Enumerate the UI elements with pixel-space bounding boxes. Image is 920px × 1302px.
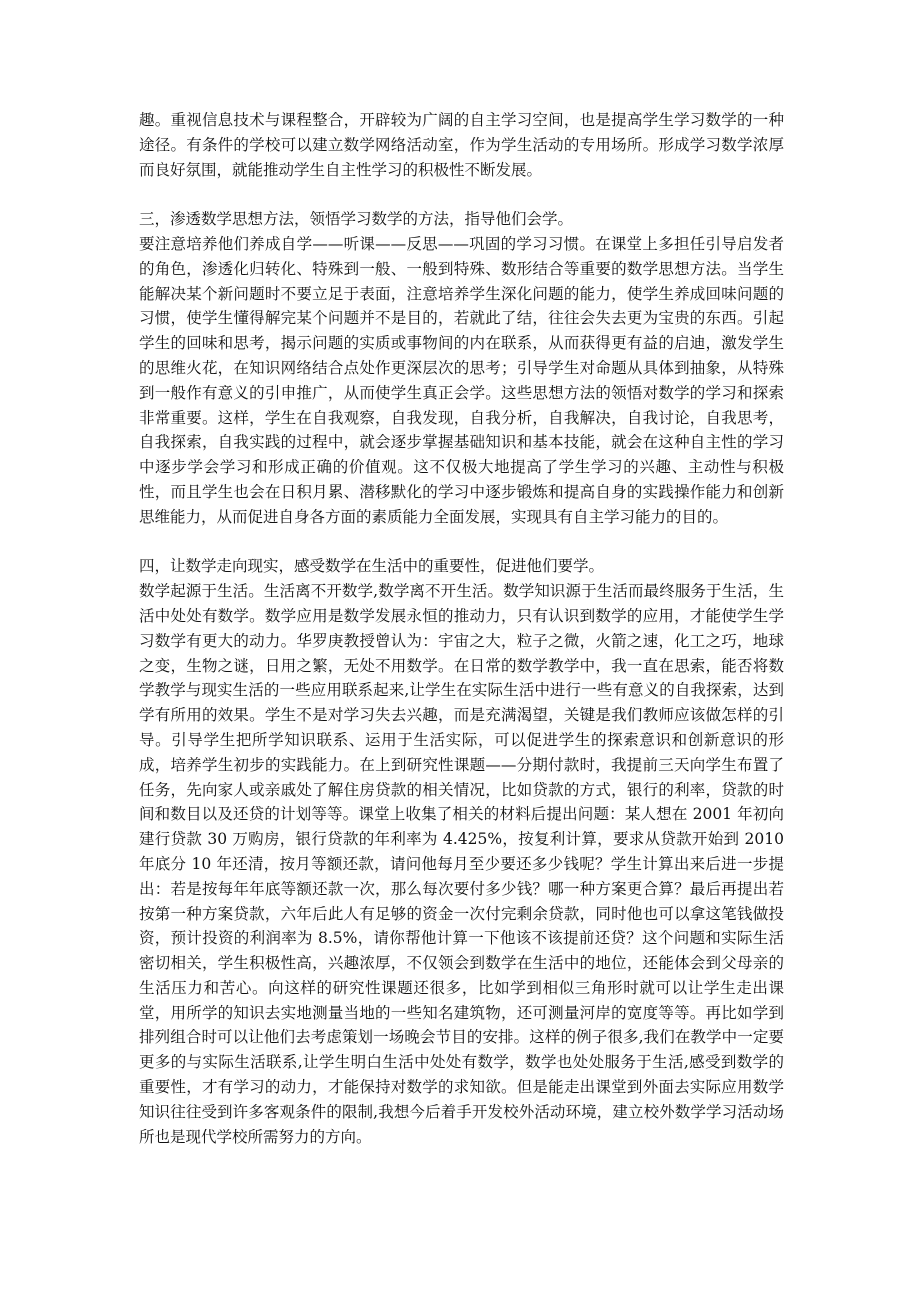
paragraph-spacer xyxy=(139,530,784,555)
section-4-body: 数学起源于生活。生活离不开数学,数学离不开生活。数学知识源于生活而最终服务于生活，生活中处处有数学。数学应用是数学发展永恒的推动力，只有认识到数学的应用，才能使学生学习数学有更大的动力。华罗庚教授曾认为：宇宙之大，粒子之微，火箭之速，化工之巧，地球之变，生物之谜，日用之繁，无处不用数学。在日常的数学教学中，我一直在思索，能否将数学教学与现实生活的一些应用联系起来,让学生在实际生活中进行一些有意义的自我探索，达到学有所用的效果。学生不是对学习失去兴趣，而是充满渴望，关键是我们教师应该做怎样的引导。引导学生把所学知识联系、运用于生活实际，可以促进学生的探索意识和创新意识的形成，培养学生初步的实践能力。在上到研究性课题——分期付款时，我提前三天向学生布置了任务，先向家人或亲戚处了解住房贷款的相关情况，比如贷款的方式，银行的利率，贷款的时间和数目以及还贷的计划等等。课堂上收集了相关的材料后提出问题：某人想在 2001 年初向建行贷款 30 万购房，银行贷款的年利率为 4.425%，按复利计算，要求从贷款开始到 2010 年底分 10 年还清，按月等额还款，请问他每月至少要还多少钱呢？学生计算出来后进一步提出：若是按每年年底等额还款一次，那么每次要付多少钱？哪一种方案更合算？最后再提出若按第一种方案贷款，六年后此人有足够的资金一次付完剩余贷款，同时他也可以拿这笔钱做投资，预计投资的利润率为 8.5%，请你帮他计算一下他该不该提前还贷？这个问题和实际生活密切相关，学生积极性高，兴趣浓厚，不仅领会到数学在生活中的地位，还能体会到父母亲的生活压力和苦心。向这样的研究性课题还很多，比如学到相似三角形时就可以让学生走出课堂，用所学的知识去实地测量当地的一些知名建筑物，还可测量河岸的宽度等等。再比如学到排列组合时可以让他们去考虑策划一场晚会节目的安排。这样的例子很多,我们在教学中一定要更多的与实际生活联系,让学生明白生活中处处有数学，数学也处处服务于生活,感受到数学的重要性，才有学习的动力，才能保持对数学的求知欲。但是能走出课堂到外面去实际应用数学知识往往受到许多客观条件的限制,我想今后着手开发校外活动环境，建立校外数学学习活动场所也是现代学校所需努力的方向。 xyxy=(139,582,784,1146)
document-page xyxy=(139,108,784,1149)
section-3-heading: 三，渗透数学思想方法，领悟学习数学的方法，指导他们会学。 xyxy=(139,210,574,229)
section-3-body: 要注意培养他们养成自学——听课——反思——巩固的学习习惯。在课堂上多担任引导启发者的角色，渗透化归转化、特殊到一般、一般到特殊、数形结合等重要的数学思想方法。当学生能解决某个新问题时不要立足于表面，注意培养学生深化问题的能力，使学生养成回味问题的习惯，使学生懂得解完某个问题并不是目的，若就此了结，往往会失去更为宝贵的东西。引起学生的回味和思考，揭示问题的实质或事物间的内在联系，从而获得更有益的启迪，激发学生的思维火花，在知识网络结合点处作更深层次的思考；引导学生对命题从具体到抽象，从特殊到一般作有意义的引申推广，从而使学生真正会学。这些思想方法的领悟对数学的学习和探索非常重要。这样，学生在自我观察，自我发现，自我分析，自我解决，自我讨论，自我思考，自我探索，自我实践的过程中，就会逐步掌握基础知识和基本技能，就会在这种自主性的学习中逐步学会学习和形成正确的价值观。这不仅极大地提高了学生学习的兴趣、主动性与积极性，而且学生也会在日积月累、潜移默化的学习中逐步锻炼和提高自身的实践操作能力和创新思维能力，从而促进自身各方面的素质能力全面发展，实现具有自主学习能力的目的。 xyxy=(139,234,784,526)
intro-paragraph: 趣。重视信息技术与课程整合，开辟较为广阔的自主学习空间，也是提高学生学习数学的一种途径。有条件的学校可以建立数学网络活动室，作为学生活动的专用场所。形成学习数学浓厚而良好氛围，就能推动学生自主性学习的积极性不断发展。 xyxy=(139,111,784,179)
section-4-heading: 四，让数学走向现实，感受数学在生活中的重要性，促进他们要学。 xyxy=(139,557,605,576)
paragraph-spacer xyxy=(139,182,784,207)
